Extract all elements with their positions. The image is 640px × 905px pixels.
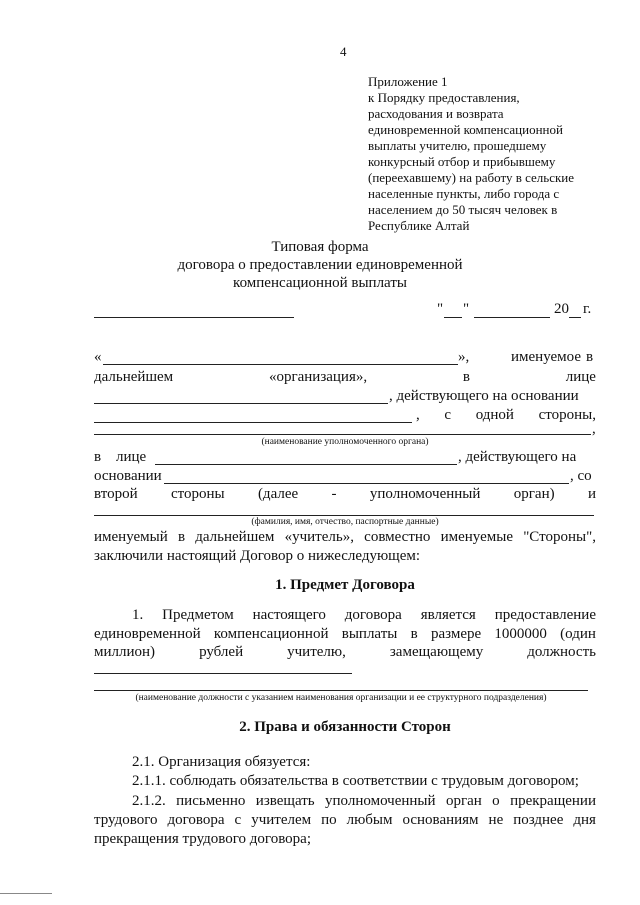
section1-line-1 (132, 606, 596, 624)
section2-word: 2.1.2. (132, 793, 166, 809)
section2-paragraph: 2.1.1. соблюдать обязательства в соответствии с трудовым договором; (132, 773, 579, 789)
document-title-line: Типовая форма (271, 239, 369, 255)
section1-word: является (420, 607, 476, 623)
preamble-line-8 (94, 485, 596, 503)
preamble-word: лице (116, 449, 147, 465)
authorized-representative-field[interactable] (155, 464, 457, 465)
preamble-text: , действующего на (458, 449, 577, 465)
appendix-line: Приложение 1 (368, 74, 448, 89)
section2-word: любым (346, 812, 393, 828)
section1-word: миллион) (94, 644, 156, 660)
place-field[interactable] (94, 317, 294, 318)
section2-word: основаниям (402, 812, 479, 828)
preamble-word: дальнейшем (94, 369, 174, 385)
section1-word: компенсационной (213, 626, 329, 642)
section2-word: не (488, 812, 504, 828)
date-open-quote: " (437, 301, 444, 317)
document-title-line: компенсационной выплаты (233, 275, 407, 291)
caption-authorized-body: (наименование уполномоченного органа) (261, 437, 429, 447)
preamble-text: , со (570, 468, 592, 484)
appendix-line: населением до 50 тысяч человек в (368, 202, 558, 217)
section1-word: рублей (199, 644, 244, 660)
section1-word: предоставление (494, 607, 596, 623)
section2-word: орган (445, 793, 482, 809)
appendix-line: выплаты учителю, прошедшему (368, 138, 547, 153)
representative-name-field[interactable] (94, 403, 388, 404)
section1-word: выплаты (341, 626, 398, 642)
preamble-line-4 (416, 406, 596, 424)
date-month-field[interactable] (474, 317, 550, 318)
preamble-word: в (462, 369, 470, 385)
preamble-word: с (444, 407, 452, 423)
preamble-word: орган) (513, 486, 555, 502)
teacher-details-field[interactable] (94, 515, 594, 516)
appendix-line: к Порядку предоставления, (368, 90, 520, 105)
preamble-closing: заключили настоящий Договор о нижеследующем: (94, 548, 421, 564)
organization-name-field[interactable] (103, 364, 458, 365)
preamble-text: , (592, 421, 596, 437)
appendix-line: расходования и возврата (368, 106, 504, 121)
section2-heading: 2. Права и обязанности Сторон (239, 719, 451, 735)
basis-document-field[interactable] (94, 422, 412, 423)
date-close-quote: " (463, 301, 470, 317)
preamble-word: одной (475, 407, 514, 423)
section1-word: учителю, (287, 644, 346, 660)
preamble-word: именуемые (440, 529, 513, 545)
preamble-word: именуемый (94, 529, 168, 545)
caption-position: (наименование должности с указанием наименования организации и ее структурного подразделения) (135, 693, 547, 703)
authorized-body-field[interactable] (94, 434, 591, 435)
authorized-basis-field[interactable] (164, 483, 569, 484)
preamble-word: совместно (364, 529, 431, 545)
section1-line-2 (94, 625, 596, 643)
section2-word: с (234, 812, 242, 828)
section1-word: 1. (132, 607, 144, 623)
preamble-word: дальнейшем (195, 529, 275, 545)
footnote-separator (0, 893, 52, 894)
preamble-word: стороны, (538, 407, 596, 423)
date-year-suffix: г. (583, 301, 592, 317)
section2-word: позднее (513, 812, 564, 828)
section2-paragraph: 2.1. Организация обязуется: (132, 754, 311, 770)
preamble-word: в (94, 449, 102, 465)
section2-word: уполномоченный (325, 793, 436, 809)
preamble-word: второй (94, 486, 138, 502)
appendix-line: населенные пункты, либо города с (368, 186, 560, 201)
section1-word: в (410, 626, 418, 642)
section1-word: настоящего (252, 607, 326, 623)
appendix-line: (переехавшему) на работу в сельские (368, 170, 575, 185)
preamble-word: уполномоченный (369, 486, 481, 502)
preamble-word: стороны (170, 486, 225, 502)
section1-word: должность (527, 644, 596, 660)
date-year-prefix: 20 (554, 301, 569, 317)
section1-word: договора (344, 607, 402, 623)
section1-line-3 (94, 643, 596, 661)
appendix-line: Республике Алтай (368, 218, 470, 233)
section2-word: извещать (255, 793, 315, 809)
preamble-word: в (586, 349, 594, 365)
section2-word: прекращении (510, 793, 596, 809)
caption-teacher-details: (фамилия, имя, отчество, паспортные данные) (251, 517, 439, 527)
preamble-word: "Стороны", (523, 529, 596, 545)
section2-word: письменно (176, 793, 246, 809)
section2-word: учителем (251, 812, 312, 828)
section2-word: трудового (94, 812, 158, 828)
section1-word: единовременной (94, 626, 201, 642)
preamble-word: - (331, 486, 337, 502)
appendix-line: конкурсный отбор и прибывшему (368, 154, 556, 169)
position-field-full[interactable] (94, 690, 588, 691)
preamble-word: (далее (257, 486, 299, 502)
quote-open: « (94, 349, 102, 365)
preamble-word: именуемое (511, 349, 581, 365)
date-day-field[interactable] (444, 317, 462, 318)
preamble-line-2 (94, 368, 596, 386)
section2-word: по (321, 812, 337, 828)
quote-close: », (458, 349, 470, 365)
preamble-word: основании (94, 468, 162, 484)
preamble-line-10 (94, 528, 596, 546)
appendix-line: единовременной компенсационной (368, 122, 563, 137)
date-year-field[interactable] (569, 317, 581, 318)
preamble-word: в (177, 529, 186, 545)
preamble-word: , (416, 407, 420, 423)
section1-word: размере (430, 626, 482, 642)
preamble-word: и (587, 486, 596, 502)
section2-word: договора (167, 812, 225, 828)
position-field-short[interactable] (94, 673, 352, 674)
section2-p3-line-2 (94, 811, 596, 829)
section1-word: 1000000 (494, 626, 547, 642)
section1-heading: 1. Предмет Договора (275, 577, 415, 593)
document-title-line: договора о предоставлении единовременной (177, 257, 463, 273)
page-number: 4 (340, 44, 347, 59)
preamble-word: лице (565, 369, 596, 385)
preamble-text: , действующего на основании (389, 388, 579, 404)
preamble-word: «организация», (268, 369, 368, 385)
section1-word: замещающему (389, 644, 484, 660)
section2-word: дня (573, 812, 596, 828)
section1-word: Предметом (162, 607, 234, 623)
preamble-word: «учитель», (284, 529, 354, 545)
section1-word: (один (560, 626, 596, 642)
section2-p3-line-1 (132, 792, 596, 810)
section2-word: о (492, 793, 500, 809)
section2-paragraph: прекращения трудового договора; (94, 831, 311, 847)
